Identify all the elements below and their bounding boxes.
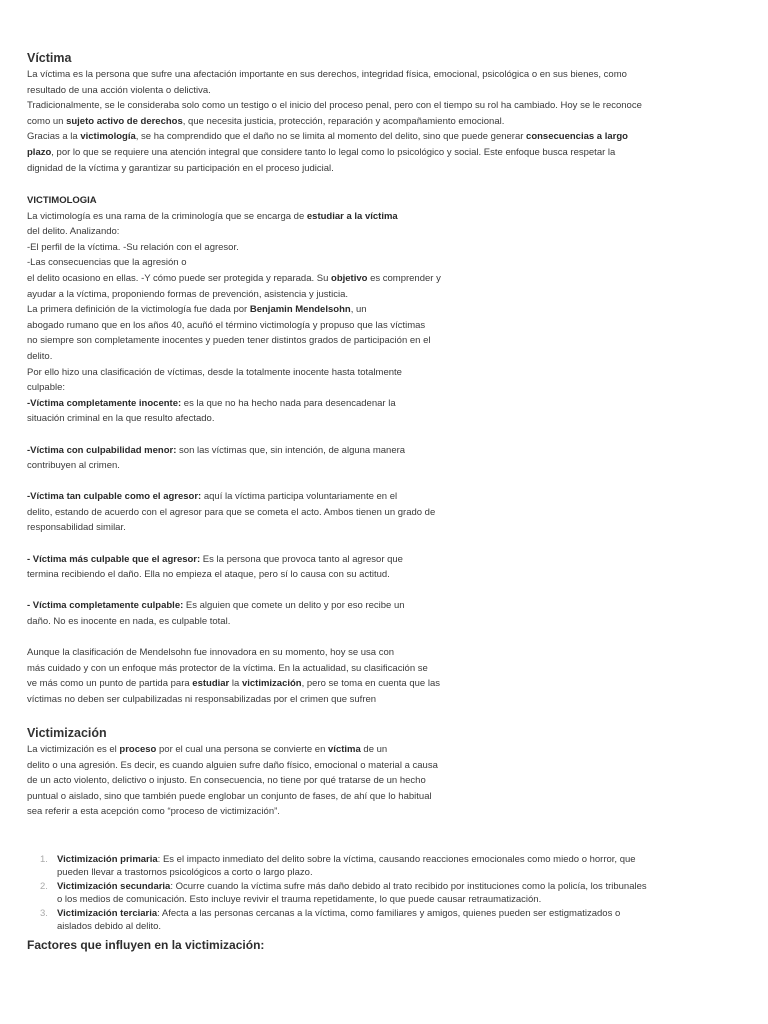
text-run: o los medios de comunicación. Esto incluye revivir el trauma repetidamente, lo que puede causar retraumatización. — [57, 894, 542, 906]
text-line — [27, 209, 742, 225]
text-run: : Ocurre cuando la víctima sufre más daño debido al trato recibido por instituciones como la policía, los tribunales — [170, 880, 647, 892]
text-line — [27, 645, 742, 661]
text-line — [27, 758, 742, 774]
text-line — [27, 318, 742, 334]
text-run: termina recibiendo el daño. Ella no empieza el ataque, pero sí lo causa con su actitud. — [27, 569, 390, 581]
bold-run: Victimización secundaria — [57, 880, 171, 892]
text-run: culpable: — [27, 382, 66, 394]
section-title-victimologia: VICTIMOLOGIA — [27, 195, 97, 206]
text-line — [27, 789, 742, 805]
list-item-line — [57, 866, 742, 879]
text-run: no siempre son completamente inocentes y pueden tener distintos grados de participación en el — [27, 335, 431, 347]
text-run: delito o una agresión. Es decir, es cuando alguien sufre daño físico, emocional o material a causa — [27, 759, 438, 771]
text-run: : Es el impacto inmediato del delito sobre la víctima, causando reacciones emocionales como miedo o horror, que — [157, 854, 636, 865]
text-run: sea referir a esta acepción como “proceso de victimización”. — [27, 806, 280, 818]
bold-run: -Víctima con culpabilidad menor: — [27, 444, 177, 456]
paragraph-victima — [27, 67, 742, 176]
text-run: La primera definición de la victimología fue dada por — [27, 304, 250, 316]
bold-run: consecuencias a largo — [526, 131, 628, 143]
text-run: delito, estando de acuerdo con el agresor para que se cometa el acto. Ambos tienen un grado de — [27, 506, 436, 518]
text-line — [27, 489, 742, 505]
text-line — [27, 661, 742, 677]
text-line — [27, 145, 742, 161]
text-run: de un — [360, 744, 388, 755]
text-run: situación criminal en la que resulto afectado. — [27, 413, 215, 425]
text-run: como un — [27, 115, 67, 127]
section-title-victima: Víctima — [27, 51, 72, 65]
text-run: Por ello hizo una clasificación de víctimas, desde la totalmente inocente hasta totalmente — [27, 366, 402, 378]
list-item — [27, 853, 742, 880]
blank-line — [27, 536, 742, 552]
text-line — [27, 287, 742, 303]
text-run: aquí la víctima participa voluntariamente en el — [201, 491, 398, 503]
text-run: más cuidado y con un enfoque más protector de la víctima. En la actualidad, su clasificación se — [27, 662, 428, 674]
text-line — [27, 224, 742, 240]
text-line — [27, 505, 742, 521]
text-line — [27, 773, 742, 789]
bold-run: -Víctima completamente inocente: — [27, 397, 182, 409]
text-run: de un acto violento, delictivo o injusto. En consecuencia, no tiene por qué tratarse de un hecho — [27, 775, 426, 787]
text-line — [27, 129, 742, 145]
bold-run: estudiar a la víctima — [306, 210, 398, 222]
text-run: el delito ocasiono en ellas. -Y cómo puede ser protegida y reparada. Su — [27, 272, 332, 284]
blank-line — [27, 630, 742, 646]
list-item-line — [57, 893, 742, 906]
text-line — [27, 333, 742, 349]
text-run: resultado de una acción violenta o delictiva. — [27, 84, 211, 96]
text-run: puntual o aislado, sino que también puede englobar un conjunto de fases, de ahí que lo habitual — [27, 790, 432, 802]
text-line — [27, 83, 742, 99]
section-title-factores: Factores que influyen en la victimización: — [27, 938, 265, 952]
list-item — [27, 907, 742, 934]
text-line — [27, 380, 742, 396]
text-line — [27, 614, 742, 630]
text-line — [27, 302, 742, 318]
text-line — [27, 240, 742, 256]
blank-line — [27, 583, 742, 599]
bold-run: sujeto activo de derechos — [66, 115, 183, 127]
text-run: la — [229, 678, 242, 690]
text-run: aislados debido al delito. — [57, 921, 162, 933]
text-line — [27, 349, 742, 365]
text-line — [27, 161, 742, 177]
text-line — [27, 458, 742, 474]
list-number: 3. — [40, 907, 48, 919]
text-run: responsabilidad similar. — [27, 522, 126, 534]
text-run: es la que no ha hecho nada para desencadenar la — [181, 397, 396, 409]
text-run: daño. No es inocente en nada, es culpable total. — [27, 616, 231, 628]
text-line — [27, 552, 742, 568]
bold-run: - Víctima completamente culpable: — [27, 600, 184, 612]
bold-run: plazo — [27, 146, 52, 158]
section-victima — [27, 50, 742, 176]
text-line — [27, 98, 742, 114]
text-line — [27, 271, 742, 287]
bold-run: objetivo — [331, 272, 368, 284]
bold-run: Victimización primaria — [57, 854, 158, 865]
list-item-line — [57, 853, 742, 866]
bold-run: -Víctima tan culpable como el agresor: — [27, 491, 202, 503]
text-run: , por lo que se requiere una atención integral que considere tanto lo legal como lo psicológico y social. Este enfoque busca respetar la — [51, 146, 616, 158]
bold-run: víctima — [328, 744, 361, 755]
text-line — [27, 114, 742, 130]
text-run: son las víctimas que, sin intención, de alguna manera — [176, 444, 406, 456]
text-line — [27, 742, 742, 758]
text-line — [27, 804, 742, 820]
paragraph-victimizacion — [27, 742, 742, 820]
victimization-types-list — [27, 853, 742, 933]
text-run: : Afecta a las personas cercanas a la víctima, como familiares y amigos, quienes pueden ser estigmatizados o — [157, 907, 621, 919]
bold-run: estudiar — [192, 678, 230, 690]
text-run: Es alguien que comete un delito y por eso recibe un — [183, 600, 405, 612]
text-run: dignidad de la víctima y garantizar su participación en el proceso judicial. — [27, 162, 334, 174]
text-run: , que necesita justicia, protección, reparación y acompañamiento emocional. — [182, 115, 505, 127]
text-run: pueden llevar a trastornos psicológicos a corto o largo plazo. — [57, 867, 313, 879]
text-run: La víctima es la persona que sufre una afectación importante en sus derechos, integridad física, emocional, psicológica o en sus bienes, como — [27, 69, 627, 80]
section-title-victimizacion: Victimización — [27, 726, 107, 740]
list-item — [27, 880, 742, 907]
text-run: -El perfil de la víctima. -Su relación con el agresor. — [27, 241, 239, 253]
bold-run: Benjamin Mendelsohn — [249, 304, 351, 316]
text-run: ayudar a la víctima, proponiendo formas de prevención, asistencia y justicia. — [27, 288, 349, 300]
bold-run: Victimización terciaria — [57, 907, 158, 919]
text-run: contribuyen al crimen. — [27, 460, 120, 472]
text-run: , se ha comprendido que el daño no se limita al momento del delito, sino que puede generar — [135, 131, 527, 143]
text-line — [27, 598, 742, 614]
list-number: 2. — [40, 880, 48, 892]
list-item-line — [57, 907, 742, 920]
text-run: , pero se toma en cuenta que las — [301, 678, 440, 690]
list-item-line — [57, 880, 742, 893]
text-run: , un — [350, 304, 367, 316]
bold-run: victimización — [241, 678, 302, 690]
text-run: del delito. Analizando: — [27, 226, 120, 238]
text-line — [27, 567, 742, 583]
text-run: La victimización es el — [27, 744, 120, 755]
text-run: La victimología es una rama de la criminología que se encarga de — [27, 210, 307, 222]
text-run: víctimas no deben ser culpabilizadas ni responsabilizadas por el crimen que sufren — [27, 694, 377, 705]
text-run: Gracias a la — [27, 131, 81, 143]
text-run: Aunque la clasificación de Mendelsohn fue innovadora en su momento, hoy se usa con — [27, 647, 395, 659]
section-victimizacion — [27, 725, 742, 820]
text-line — [27, 411, 742, 427]
text-run: ve más como un punto de partida para — [27, 678, 193, 690]
text-run: Es la persona que provoca tanto al agresor que — [200, 553, 403, 565]
list-number: 1. — [40, 854, 48, 865]
text-run: es comprender y — [367, 272, 441, 284]
blank-line — [27, 474, 742, 490]
bold-run: - Víctima más culpable que el agresor: — [27, 553, 201, 565]
text-run: por el cual una persona se convierte en — [156, 744, 329, 755]
text-line — [27, 676, 742, 692]
text-line — [27, 520, 742, 536]
list-item-line — [57, 920, 742, 933]
text-run: delito. — [27, 350, 53, 362]
bold-run: victimología — [80, 131, 136, 143]
section-victimologia — [27, 193, 742, 708]
text-line — [27, 365, 742, 381]
paragraph-victimologia — [27, 209, 742, 708]
text-line — [27, 67, 742, 83]
text-run: -Las consecuencias que la agresión o — [27, 257, 187, 269]
text-run: Tradicionalmente, se le consideraba solo como un testigo o el inicio del proceso penal, pero con el tiempo su rol ha cambiado. Hoy se le reconoce — [27, 100, 642, 112]
text-line — [27, 255, 742, 271]
bold-run: proceso — [119, 744, 157, 755]
blank-line — [27, 427, 742, 443]
text-line — [27, 396, 742, 412]
text-run: abogado rumano que en los años 40, acuñó el término victimología y propuso que las víctimas — [27, 319, 426, 331]
text-line — [27, 692, 742, 708]
text-line — [27, 443, 742, 459]
